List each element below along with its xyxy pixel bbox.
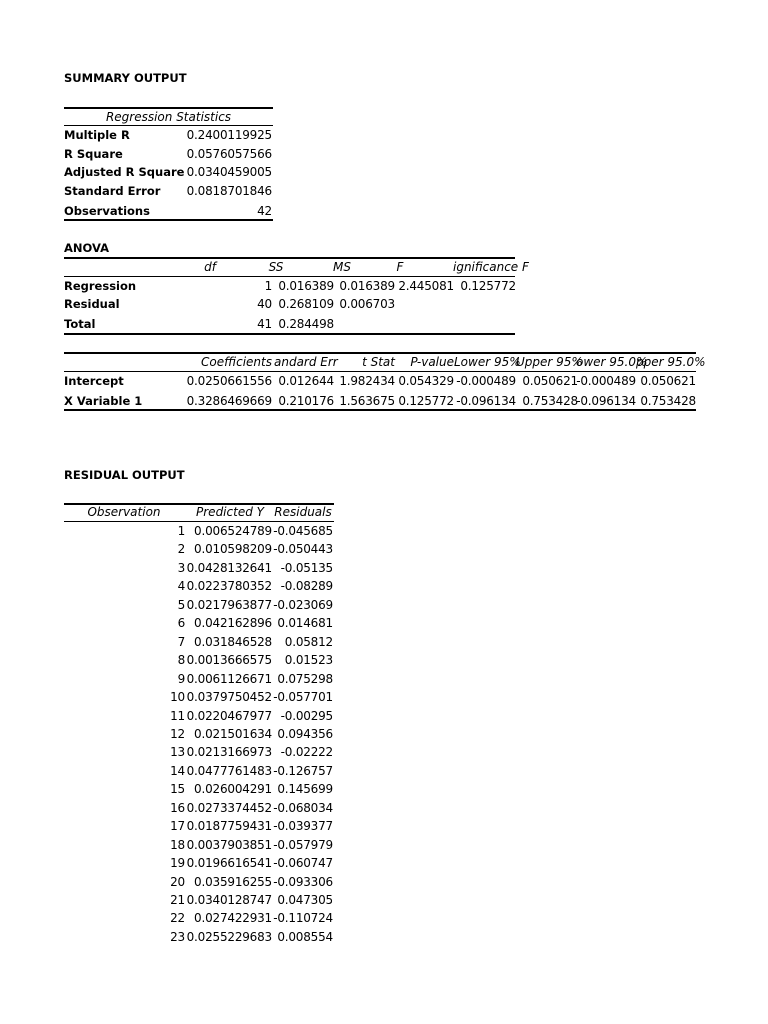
residual-predicted: 0.006524789	[194, 524, 272, 538]
residual-observation: 10	[170, 690, 185, 705]
regstats-value: 0.2400119925	[186, 128, 272, 142]
anova-col-header: df	[204, 260, 216, 274]
residual-observation: 15	[170, 782, 185, 797]
residual-value: -0.08289	[280, 579, 333, 594]
residual-predicted: 0.0061126671	[186, 671, 272, 686]
regstats-value: 0.0576057566	[186, 147, 272, 161]
anova-cell: 0.016389	[278, 279, 334, 293]
regstats-value: 0.0818701846	[186, 184, 272, 198]
residual-title: RESIDUAL OUTPUT	[64, 468, 185, 482]
anova-row-label: Total	[64, 317, 96, 331]
residual-value: -0.093306	[273, 874, 333, 889]
anova-cell: 0.268109	[278, 297, 334, 311]
coef-top-rule	[64, 352, 696, 354]
residual-value: 0.01523	[284, 653, 333, 668]
residual-value: -0.02222	[280, 745, 333, 760]
residual-value: -0.057979	[273, 837, 333, 852]
residual-value: -0.023069	[273, 597, 333, 612]
coef-col-header: t Stat	[362, 355, 395, 369]
regstats-top-rule	[64, 107, 273, 109]
coef-cell: 0.3286469669	[186, 394, 272, 408]
regstats-label: R Square	[64, 147, 123, 161]
residual-value: -0.00295	[280, 708, 333, 723]
anova-row-label: Residual	[64, 297, 120, 311]
residual-observation: 16	[170, 800, 185, 815]
regstats-label: Observations	[64, 204, 150, 218]
residual-value: 0.047305	[277, 893, 333, 907]
residual-observation: 12	[170, 726, 185, 741]
coef-cell: -0.000489	[456, 374, 516, 388]
anova-cell: 40	[257, 297, 272, 311]
residual-col-header: Predicted Y	[196, 505, 264, 519]
residual-observation: 19	[170, 856, 185, 871]
residual-value: -0.045685	[273, 524, 333, 538]
anova-cell: 2.445081	[398, 279, 454, 293]
residual-observation: 7	[177, 634, 185, 649]
residual-predicted: 0.0223780352	[186, 579, 272, 594]
residual-observation: 3	[177, 560, 185, 575]
residual-value: -0.039377	[273, 819, 333, 834]
coef-cell: -0.096134	[576, 394, 636, 408]
coef-cell: 0.210176	[278, 394, 334, 408]
coef-cell: -0.000489	[576, 374, 636, 388]
anova-col-header: F	[396, 260, 404, 274]
residual-value: -0.060747	[273, 856, 333, 871]
residual-predicted: 0.0477761483	[186, 763, 272, 778]
coef-col-header: ower 95.0%	[576, 355, 648, 369]
residual-predicted: 0.026004291	[194, 782, 272, 797]
coef-col-header: P-value	[410, 355, 454, 369]
anova-row-label: Regression	[64, 279, 137, 293]
coef-col-header: pper 95.0%	[636, 355, 706, 369]
anova-col-header: ignificance F	[453, 260, 529, 274]
anova-title: ANOVA	[64, 241, 110, 255]
residual-predicted: 0.0196616541	[186, 856, 272, 871]
residual-predicted: 0.0340128747	[186, 893, 272, 907]
residual-value: -0.057701	[273, 690, 333, 705]
residual-observation: 21	[170, 893, 185, 907]
residual-predicted: 0.035916255	[194, 874, 272, 889]
regstats-header: Regression Statistics	[105, 110, 232, 124]
residual-predicted: 0.021501634	[194, 726, 272, 741]
coef-row-label: X Variable 1	[64, 394, 143, 408]
residual-observation: 17	[170, 819, 185, 834]
coef-cell: 0.753428	[640, 394, 696, 408]
residual-predicted: 0.0217963877	[186, 597, 272, 612]
coef-cell: -0.096134	[456, 394, 516, 408]
residual-predicted: 0.0037903851	[186, 837, 272, 852]
residual-observation: 9	[177, 671, 185, 686]
residual-predicted: 0.042162896	[194, 616, 272, 631]
residual-predicted: 0.0213166973	[186, 745, 272, 760]
residual-value: 0.075298	[277, 671, 333, 686]
residual-value: 0.008554	[277, 929, 333, 944]
anova-cell: 41	[257, 317, 272, 331]
coef-cell: 0.753428	[522, 394, 578, 408]
regstats-bottom-rule	[64, 219, 273, 221]
residual-observation: 1	[177, 524, 185, 538]
residual-observation: 18	[170, 837, 185, 852]
residual-col-header: Residuals	[274, 505, 332, 519]
anova-cell: 0.016389	[339, 279, 395, 293]
regstats-value: 42	[257, 204, 272, 218]
residual-header-rule	[64, 521, 334, 522]
anova-cell: 0.284498	[278, 317, 334, 331]
residual-col-header: Observation	[87, 505, 161, 519]
coef-col-header: Coefficients	[201, 355, 272, 369]
coef-cell: 0.0250661556	[186, 374, 272, 388]
coef-cell: 0.050621	[522, 374, 578, 388]
coef-col-header: andard Err	[274, 355, 338, 369]
anova-cell: 1	[264, 279, 272, 293]
residual-predicted: 0.0220467977	[186, 708, 272, 723]
residual-value: 0.014681	[277, 616, 333, 631]
regstats-header-rule	[64, 125, 273, 126]
anova-col-header: MS	[333, 260, 351, 274]
anova-col-header: SS	[268, 260, 284, 274]
coef-row-label: Intercept	[64, 374, 124, 388]
coef-cell: 0.125772	[398, 394, 454, 408]
summary-title: SUMMARY OUTPUT	[64, 71, 187, 85]
anova-header-rule	[64, 276, 515, 277]
residual-value: -0.110724	[273, 911, 333, 926]
residual-predicted: 0.0273374452	[186, 800, 272, 815]
regstats-label: Adjusted R Square	[64, 165, 185, 179]
coef-cell: 0.050621	[640, 374, 696, 388]
residual-value: -0.126757	[273, 763, 333, 778]
residual-value: 0.05812	[284, 634, 333, 649]
residual-predicted: 0.027422931	[194, 911, 272, 926]
residual-observation: 11	[170, 708, 185, 723]
residual-value: -0.050443	[273, 542, 333, 557]
anova-bottom-rule	[64, 333, 515, 335]
residual-observation: 8	[177, 653, 185, 668]
regstats-label: Multiple R	[64, 128, 130, 142]
residual-predicted: 0.0187759431	[186, 819, 272, 834]
coef-cell: 1.982434	[339, 374, 395, 388]
residual-observation: 6	[177, 616, 185, 631]
residual-predicted: 0.0379750452	[186, 690, 272, 705]
residual-observation: 23	[170, 929, 185, 944]
residual-predicted: 0.0255229683	[186, 929, 272, 944]
residual-observation: 20	[170, 874, 185, 889]
residual-observation: 22	[170, 911, 185, 926]
regstats-label: Standard Error	[64, 184, 161, 198]
coef-cell: 1.563675	[339, 394, 395, 408]
residual-observation: 14	[170, 763, 185, 778]
residual-value: -0.05135	[280, 560, 333, 575]
residual-observation: 4	[177, 579, 185, 594]
residual-value: 0.094356	[277, 726, 333, 741]
coef-col-header: Upper 95%	[516, 355, 583, 369]
residual-observation: 2	[177, 542, 185, 557]
residual-value: 0.145699	[277, 782, 333, 797]
coef-header-rule	[64, 371, 696, 372]
coef-cell: 0.012644	[278, 374, 334, 388]
regstats-value: 0.0340459005	[186, 165, 272, 179]
residual-observation: 13	[170, 745, 185, 760]
residual-observation: 5	[177, 597, 185, 612]
anova-cell: 0.006703	[339, 297, 395, 311]
residual-value: -0.068034	[273, 800, 333, 815]
anova-cell: 0.125772	[460, 279, 516, 293]
coef-col-header: Lower 95%	[454, 355, 521, 369]
coef-cell: 0.054329	[398, 374, 454, 388]
coef-bottom-rule	[64, 409, 696, 411]
residual-predicted: 0.0013666575	[186, 653, 272, 668]
residual-predicted: 0.031846528	[194, 634, 272, 649]
anova-top-rule	[64, 257, 515, 259]
residual-predicted: 0.0428132641	[186, 560, 272, 575]
residual-predicted: 0.010598209	[194, 542, 272, 557]
